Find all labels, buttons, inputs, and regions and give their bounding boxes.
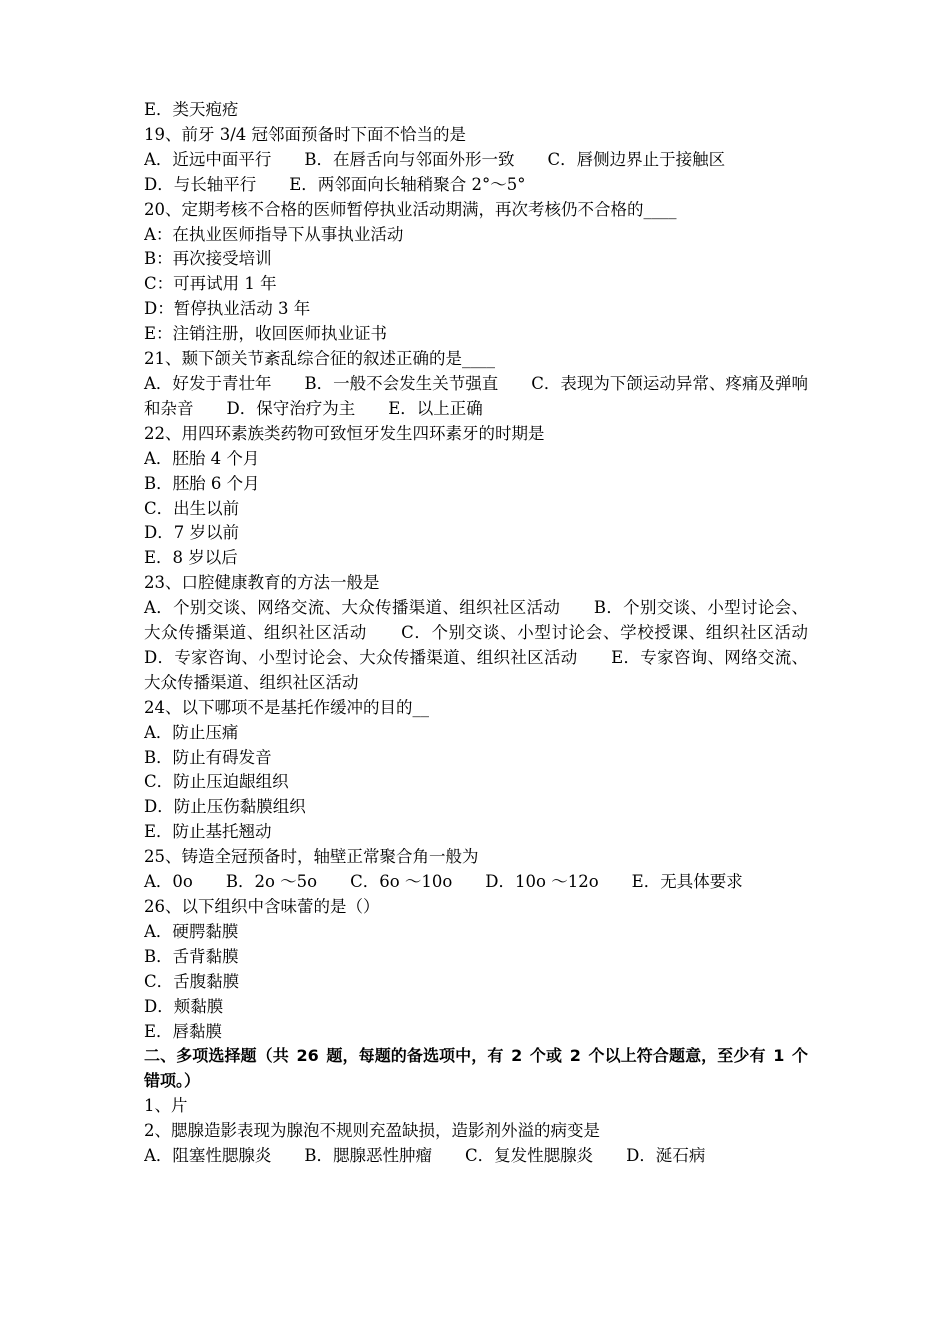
section-heading: 二、多项选择题（共 26 题，每题的备选项中，有 2 个或 2 个以上符合题意，至少有 1 个错项。）: [144, 1046, 808, 1091]
option-c-line: C：可再试用 1 年: [144, 274, 277, 294]
option-d-line: D．防止压伤黏膜组织: [144, 797, 306, 817]
option-a-line: A．胚胎 4 个月: [144, 448, 260, 468]
options-line: A．阻塞性腮腺炎 B．腮腺恶性肿瘤 C．复发性腮腺炎 D．涎石病: [144, 1146, 706, 1166]
question-2-line: 2、腮腺造影表现为腺泡不规则充盈缺损，造影剂外溢的病变是: [144, 1121, 600, 1141]
options-paragraph: A．个别交谈、网络交流、大众传播渠道、组织社区活动 B．个别交谈、小型讨论会、大众传播渠道、组织社区活动 C．个别交谈、小型讨论会、学校授课、组织社区活动 D．专家咨询、小型讨论会、大众传播渠道、组织社区活动 E．专家咨询、网络交流、大众传播渠道、组织社区活动: [144, 598, 841, 692]
option-a-line: A．防止压痛: [144, 722, 239, 742]
option-d-line: D．颊黏膜: [144, 996, 224, 1016]
options-line: D．与长轴平行 E．两邻面向长轴稍聚合 2°～5°: [144, 174, 526, 194]
option-e-line: E．防止基托翘动: [144, 822, 272, 842]
document-body: [144, 98, 841, 1169]
option-d-line: D：暂停执业活动 3 年: [144, 299, 311, 319]
option-a-line: A．硬腭黏膜: [144, 921, 239, 941]
question-19-line: 19、前牙 3/4 冠邻面预备时下面不恰当的是: [144, 124, 467, 144]
option-c-line: C．出生以前: [144, 498, 240, 518]
question-22-line: 22、用四环素族类药物可致恒牙发生四环素牙的时期是: [144, 423, 545, 443]
options-paragraph: A．0o B．2o ～5o C．6o ～10o D．10o ～12o E．无具体要求: [144, 872, 743, 892]
question-21-line: 21、颞下颌关节紊乱综合征的叙述正确的是____: [144, 349, 495, 369]
options-paragraph: A．好发于青壮年 B．一般不会发生关节强直 C．表现为下颌运动异常、疼痛及弹响和杂音 D．保守治疗为主 E．以上正确: [144, 373, 808, 418]
option-b-line: B．胚胎 6 个月: [144, 473, 260, 493]
question-1-line: 1、片: [144, 1096, 188, 1116]
option-e-line: E．类天疱疮: [144, 100, 239, 119]
option-e-line: E．唇黏膜: [144, 1021, 223, 1041]
option-e-line: E：注销注册，收回医师执业证书: [144, 324, 388, 344]
option-c-line: C．防止压迫龈组织: [144, 772, 289, 792]
question-24-line: 24、以下哪项不是基托作缓冲的目的__: [144, 697, 429, 717]
question-23-line: 23、口腔健康教育的方法一般是: [144, 573, 380, 593]
question-25-line: 25、铸造全冠预备时，轴壁正常聚合角一般为: [144, 847, 479, 867]
options-line: A．近远中面平行 B．在唇舌向与邻面外形一致 C．唇侧边界止于接触区: [144, 149, 726, 169]
option-d-line: D．7 岁以前: [144, 523, 239, 543]
question-26-line: 26、以下组织中含味蕾的是（）: [144, 897, 380, 916]
question-20-line: 20、定期考核不合格的医师暂停执业活动期满，再次考核仍不合格的____: [144, 199, 677, 219]
option-b-line: B：再次接受培训: [144, 249, 272, 269]
option-b-line: B．防止有碍发音: [144, 747, 272, 767]
option-c-line: C．舌腹黏膜: [144, 971, 240, 991]
option-a-line: A：在执业医师指导下从事执业活动: [144, 224, 404, 244]
option-b-line: B．舌背黏膜: [144, 946, 239, 966]
option-e-line: E．8 岁以后: [144, 548, 238, 568]
